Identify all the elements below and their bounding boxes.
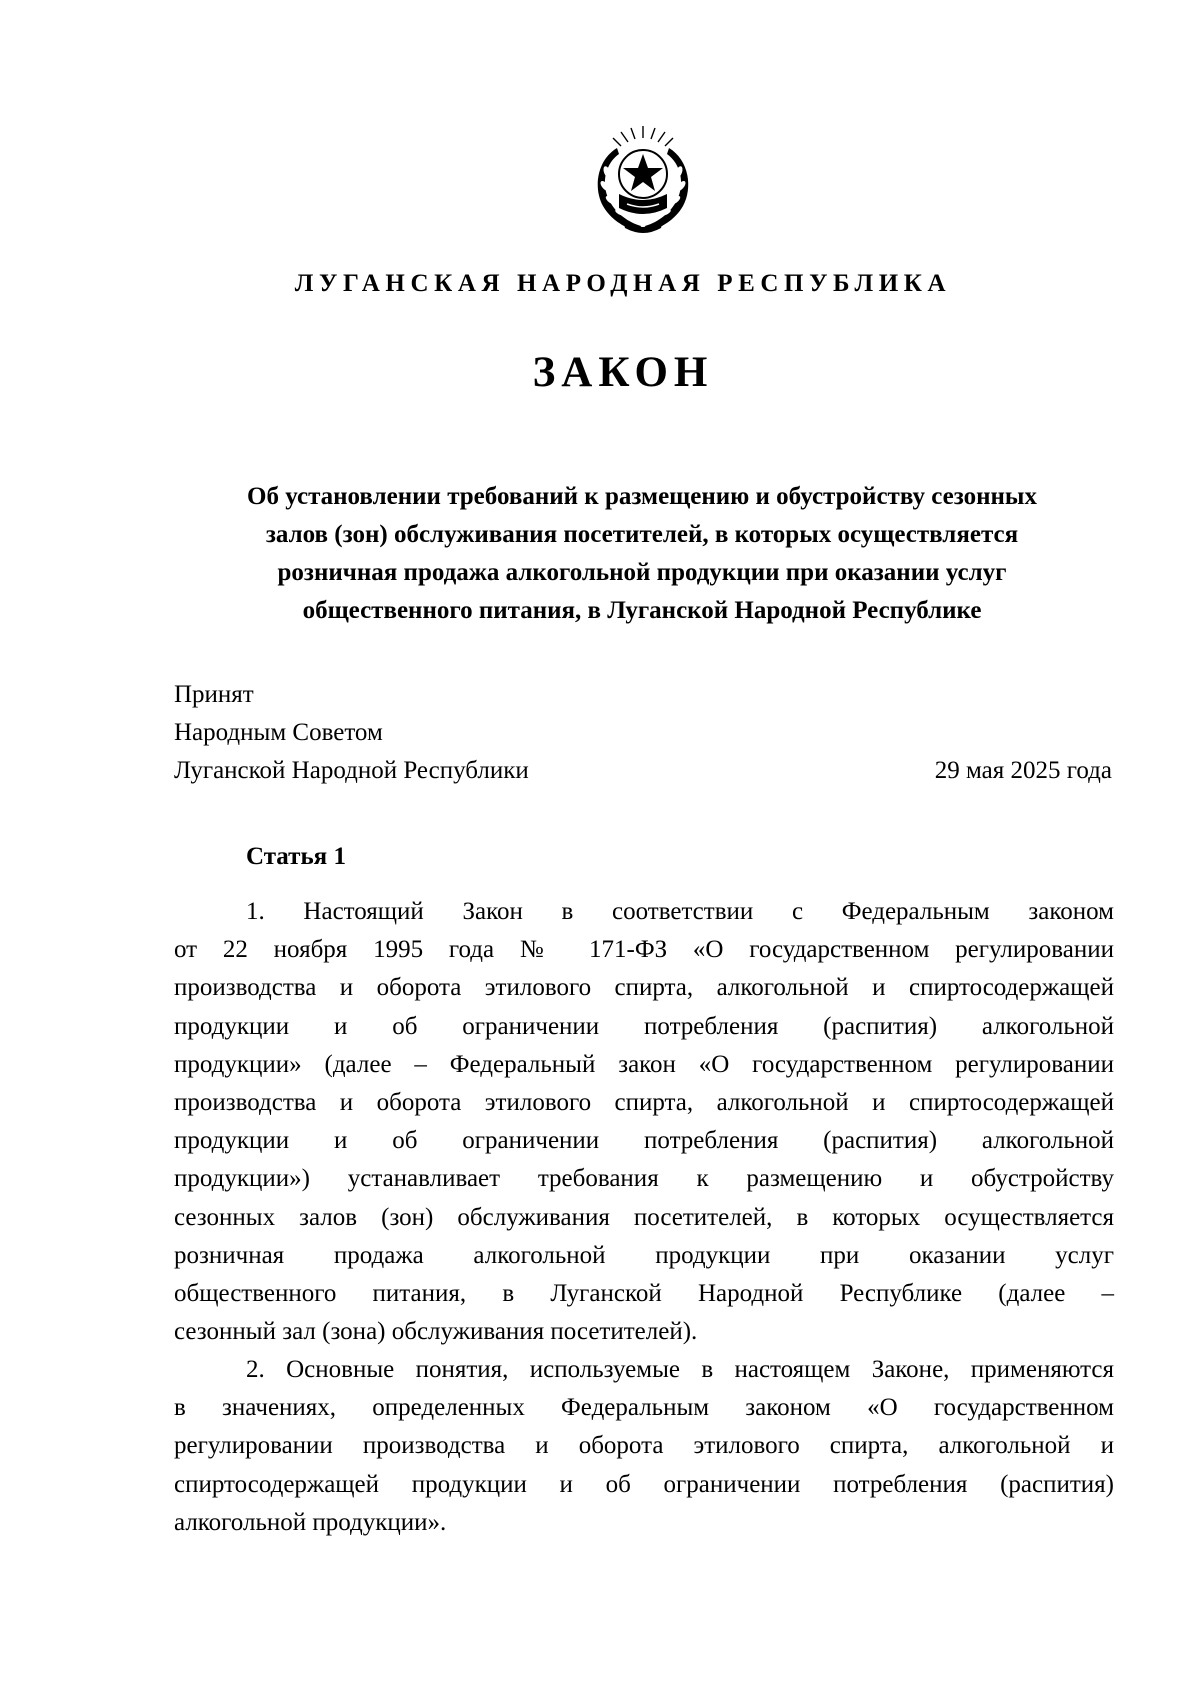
- paragraph-line: алкогольной продукции».: [174, 1508, 447, 1536]
- paragraph-line: продукции и об ограничении потребления (распития) алкогольной: [174, 1012, 1114, 1040]
- adoption-line: Принят: [174, 681, 254, 708]
- document-type: ЗАКОН: [532, 349, 714, 396]
- coat-of-arms-icon: [583, 124, 703, 238]
- document-title-line: общественного питания, в Луганской Народной Республике: [302, 597, 982, 624]
- adoption-date: 29 мая 2025 года: [934, 757, 1112, 784]
- adoption-line: Луганской Народной Республики: [174, 757, 529, 784]
- paragraph-line: производства и оборота этилового спирта, алкогольной и спиртосодержащей: [174, 974, 1114, 1002]
- adoption-block: [174, 676, 529, 790]
- document-title-line: розничная продажа алкогольной продукции при оказании услуг: [277, 559, 1007, 586]
- paragraph-line: 1. Настоящий Закон в соответствии с Федеральным законом: [246, 898, 1114, 925]
- paragraph-line: в значениях, определенных Федеральным законом «О государственном: [174, 1394, 1114, 1422]
- document-title-line: Об установлении требований к размещению и обустройству сезонных: [247, 483, 1037, 510]
- paragraph-line: спиртосодержащей продукции и об ограничении потребления (распития): [174, 1470, 1114, 1498]
- paragraph-line: продукции» (далее – Федеральный закон «О государственном регулировании: [174, 1050, 1114, 1078]
- paragraph-line: розничная продажа алкогольной продукции при оказании услуг: [174, 1241, 1114, 1269]
- paragraph-line: от 22 ноября 1995 года № 171-ФЗ «О государственном регулировании: [174, 936, 1114, 964]
- paragraph-line: сезонный зал (зона) обслуживания посетителей).: [174, 1318, 698, 1346]
- article-paragraph-2: [174, 1351, 1114, 1542]
- republic-name: ЛУГАНСКАЯ НАРОДНАЯ РЕСПУБЛИКА: [294, 270, 952, 297]
- document-title: [190, 478, 1094, 630]
- article-paragraph-1: [174, 893, 1114, 1351]
- paragraph-line: регулировании производства и оборота этилового спирта, алкогольной и: [174, 1432, 1114, 1460]
- paragraph-line: продукции») устанавливает требования к размещению и обустройству: [174, 1165, 1114, 1193]
- document-title-line: залов (зон) обслуживания посетителей, в которых осуществляется: [265, 521, 1019, 548]
- article-heading: Статья 1: [246, 843, 346, 870]
- paragraph-line: общественного питания, в Луганской Народной Республике (далее –: [174, 1279, 1114, 1307]
- paragraph-line: 2. Основные понятия, используемые в настоящем Законе, применяются: [246, 1356, 1114, 1383]
- adoption-line: Народным Советом: [174, 719, 383, 746]
- paragraph-line: производства и оборота этилового спирта, алкогольной и спиртосодержащей: [174, 1088, 1114, 1116]
- paragraph-line: продукции и об ограничении потребления (распития) алкогольной: [174, 1127, 1114, 1155]
- paragraph-line: сезонных залов (зон) обслуживания посетителей, в которых осуществляется: [174, 1203, 1114, 1231]
